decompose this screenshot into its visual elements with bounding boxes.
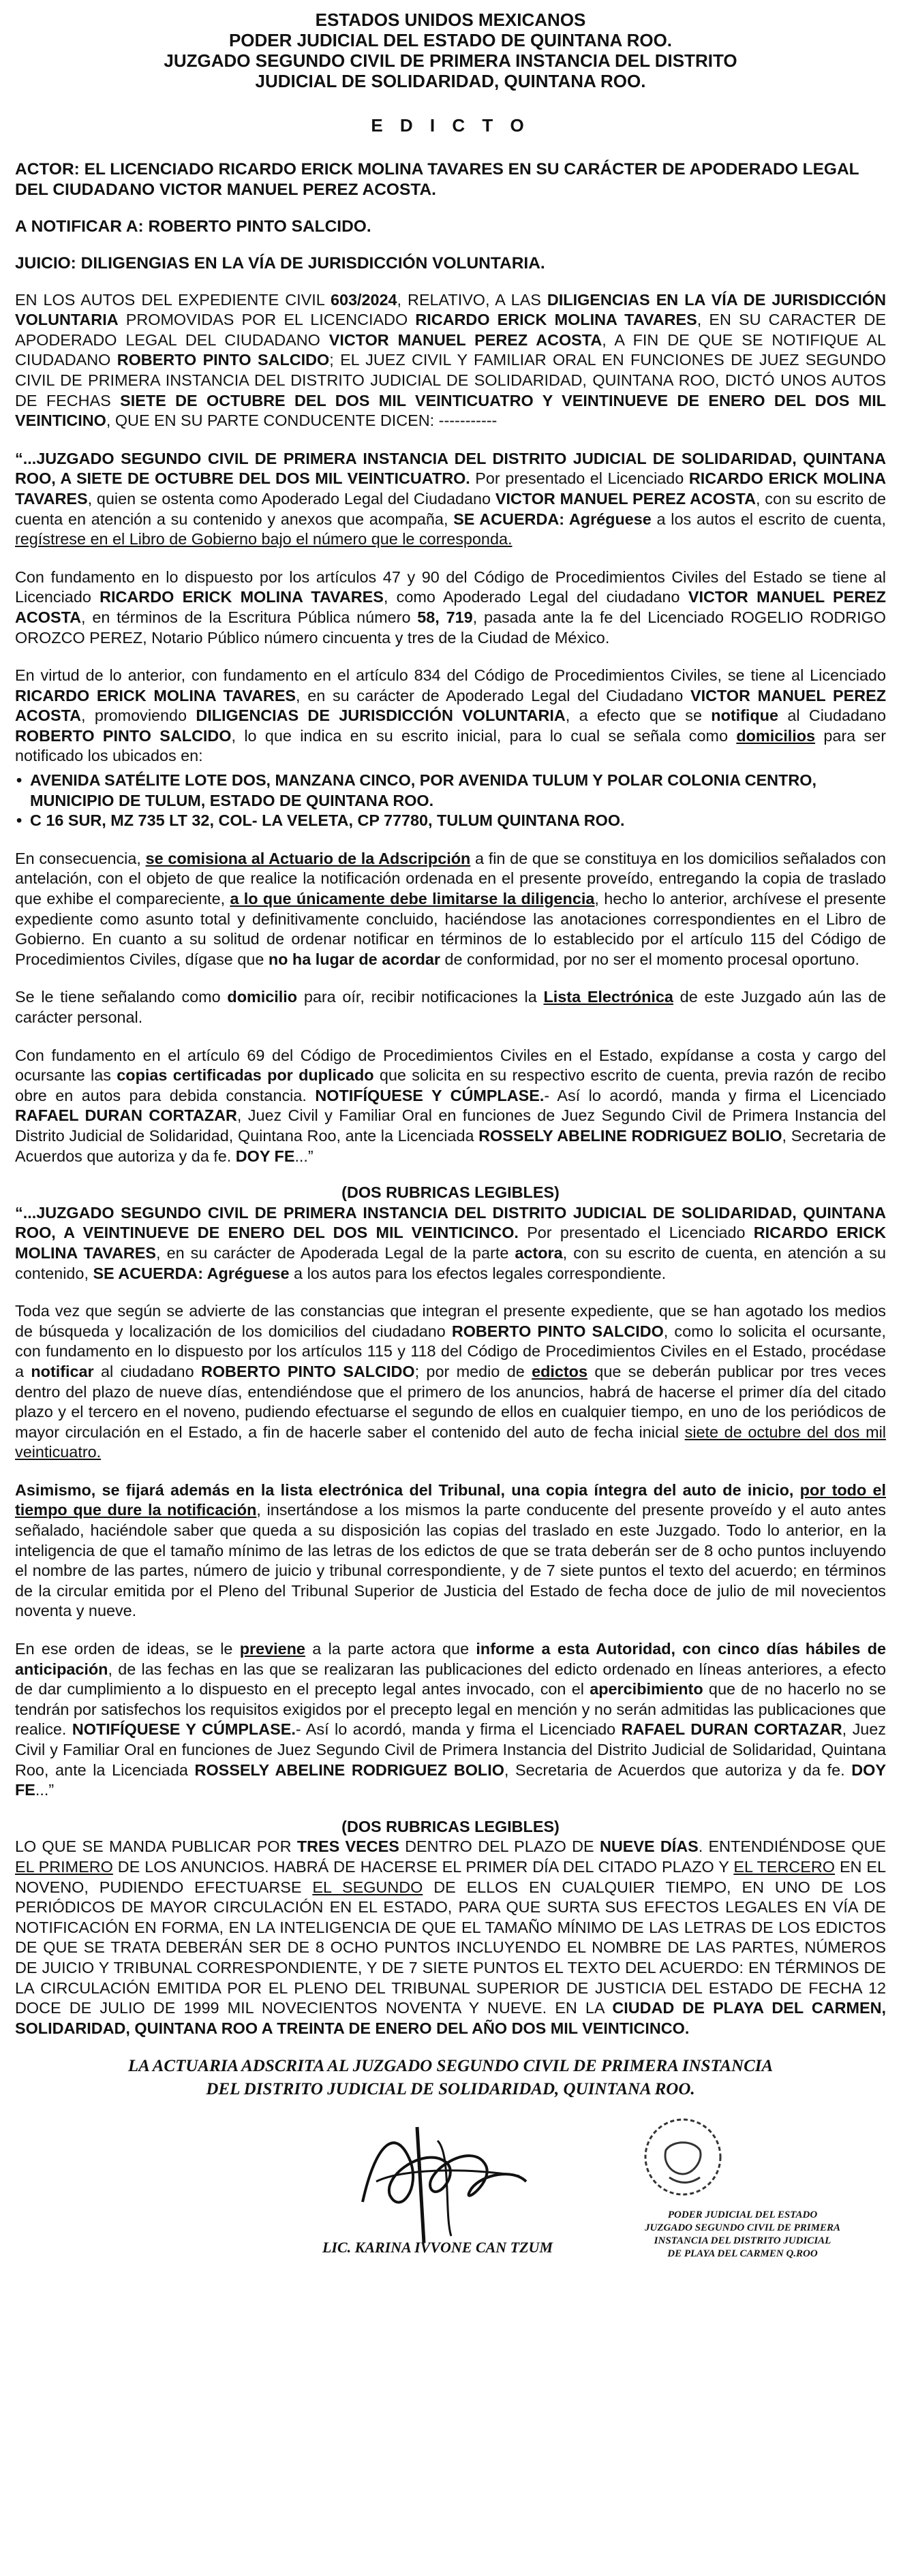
actor-line: ACTOR: EL LICENCIADO RICARDO ERICK MOLINA TAVARES EN SU CARÁCTER DE APODERADO LEGAL DEL CIUDADANO VICTOR MANUEL PEREZ ACOSTA.	[15, 159, 859, 199]
paragraph-copias: Con fundamento en el artículo 69 del Código de Procedimientos Civiles en el Estado, expídanse a costa y cargo del ocursante las copias certificadas por duplicado que solicita en su respectivo escrito de cuenta, previa razón de recibo obre en autos para debida constancia. NOTIFÍQUESE Y CÚMPLASE.- Así lo acordó, manda y firma el Licenciado RAFAEL DURAN CORTAZAR, Juez Civil y Familiar Oral en funciones de Juez Segundo Civil de Primera Instancia del Distrito Judicial de Solidaridad, Quintana Roo, ante la Licenciada ROSSELY ABELINE RODRIGUEZ BOLIO, Secretaria de Acuerdos que autoriza y da fe. DOY FE...”	[15, 1046, 886, 1165]
stamp-line: DE PLAYA DEL CARMEN Q.ROO	[667, 2248, 818, 2259]
signer-name: LIC. KARINA IVVONE CAN TZUM	[322, 2238, 553, 2256]
header-line-1: ESTADOS UNIDOS MEXICANOS	[315, 10, 586, 30]
stamp-line: INSTANCIA DEL DISTRITO JUDICIAL	[654, 2235, 831, 2246]
header-line-2: PODER JUDICIAL DEL ESTADO DE QUINTANA ROO.	[228, 30, 673, 50]
juicio-line: JUICIO: DILIGENGIAS EN LA VÍA DE JURISDICCIÓN VOLUNTARIA.	[15, 253, 545, 273]
paragraph-virtud: En virtud de lo anterior, con fundamento en el artículo 834 del Código de Procedimientos Civiles, se tiene al Licenciado RICARDO ERICK MOLINA TAVARES, en su carácter de Apoderado Legal del Ciudadano VICTOR MANUEL PEREZ ACOSTA, promoviendo DILIGENCIAS DE JURISDICCIÓN VOLUNTARIA, a efecto que se notifique al Ciudadano ROBERTO PINTO SALCIDO, lo que indica en su escrito inicial, para lo cual se señala como domicilios para ser notificado los ubicados en:	[15, 666, 886, 765]
rubricas-note-1: (DOS RUBRICAS LEGIBLES)	[341, 1183, 560, 1202]
rubricas-note-2: (DOS RUBRICAS LEGIBLES)	[341, 1817, 560, 1835]
paragraph-fundamento: Con fundamento en lo dispuesto por los artículos 47 y 90 del Código de Procedimientos Civiles del Estado se tiene al Licenciado RICARDO ERICK MOLINA TAVARES, como Apoderado Legal del ciudadano VICTOR MANUEL PEREZ ACOSTA, en términos de la Escritura Pública número 58, 719, pasada ante la fe del Licenciado ROGELIO RODRIGO OROZCO PEREZ, Notario Público número cincuenta y tres de la Ciudad de México.	[15, 568, 886, 647]
header-line-4: JUDICIAL DE SOLIDARIDAD, QUINTANA ROO.	[255, 71, 646, 91]
address-item: • AVENIDA SATÉLITE LOTE DOS, MANZANA CINCO, POR AVENIDA TULUM Y POLAR COLONIA CENTRO, MUNICIPIO DE TULUM, ESTADO DE QUINTANA ROO.	[30, 771, 886, 811]
address-item: • C 16 SUR, MZ 735 LT 32, COL- LA VELETA, CP 77780, TULUM QUINTANA ROO.	[30, 811, 886, 831]
paragraph-domicilio: Se le tiene señalando como domicilio para oír, recibir notificaciones la Lista Electrónica de este Juzgado aún las de carácter personal.	[15, 988, 886, 1026]
paragraph-auto-enero: “...JUZGADO SEGUNDO CIVIL DE PRIMERA INSTANCIA DEL DISTRITO JUDICIAL DE SOLIDARIDAD, QUINTANA ROO, A VEINTINUEVE DE ENERO DEL DOS MIL VEINTICINCO. Por presentado el Licenciado RICARDO ERICK MOLINA TAVARES, en su carácter de Apoderada Legal de la parte actora, con su escrito de cuenta, en atención a su contenido, SE ACUERDA: Agréguese a los autos para los efectos legales correspondiente.	[15, 1203, 886, 1282]
address-list	[15, 771, 886, 831]
signature-title-line-2: DEL DISTRITO JUDICIAL DE SOLIDARIDAD, QUINTANA ROO.	[206, 2079, 695, 2098]
document-title: E D I C T O	[371, 115, 530, 136]
edicto-document	[15, 10, 886, 2566]
court-seal	[628, 2109, 737, 2205]
paragraph-auto-octubre: “...JUZGADO SEGUNDO CIVIL DE PRIMERA INSTANCIA DEL DISTRITO JUDICIAL DE SOLIDARIDAD, QUINTANA ROO, A SIETE DE OCTUBRE DEL DOS MIL VEINTICUATRO. Por presentado el Licenciado RICARDO ERICK MOLINA TAVARES, quien se ostenta como Apoderado Legal del Ciudadano VICTOR MANUEL PEREZ ACOSTA, con su escrito de cuenta en atención a su contenido y anexos que acompaña, SE ACUERDA: Agréguese a los autos el escrito de cuenta, regístrese en el Libro de Gobierno bajo el número que le corresponda.	[15, 449, 886, 548]
paragraph-expediente: EN LOS AUTOS DEL EXPEDIENTE CIVIL 603/2024, RELATIVO, A LAS DILIGENCIAS EN LA VÍA DE JURISDICCIÓN VOLUNTARIA PROMOVIDAS POR EL LICENCIADO RICARDO ERICK MOLINA TAVARES, EN SU CARACTER DE APODERADO LEGAL DEL CIUDADANO VICTOR MANUEL PEREZ ACOSTA, A FIN DE QUE SE NOTIFIQUE AL CIUDADANO ROBERTO PINTO SALCIDO; EL JUEZ CIVIL Y FAMILIAR ORAL EN FUNCIONES DE JUEZ SEGUNDO CIVIL DE PRIMERA INSTANCIA DEL DISTRITO JUDICIAL DE SOLIDARIDAD, QUINTANA ROO, DICTÓ UNOS AUTOS DE FECHAS SIETE DE OCTUBRE DEL DOS MIL VEINTICUATRO Y VEINTINUEVE DE ENERO DEL DOS MIL VEINTICINO, QUE EN SU PARTE CONDUCENTE DICEN: -----------	[15, 290, 886, 430]
notificar-line: A NOTIFICAR A: ROBERTO PINTO SALCIDO.	[15, 217, 371, 236]
header-line-3: JUZGADO SEGUNDO CIVIL DE PRIMERA INSTANCIA DEL DISTRITO	[164, 50, 737, 71]
document-header	[15, 10, 886, 91]
paragraph-publicar: LO QUE SE MANDA PUBLICAR POR TRES VECES DENTRO DEL PLAZO DE NUEVE DÍAS. ENTENDIÉNDOSE QUE EL PRIMERO DE LOS ANUNCIOS. HABRÁ DE HACERSE EL PRIMER DÍA DEL CITADO PLAZO Y EL TERCERO EN EL NOVENO, PUDIENDO EFECTUARSE EL SEGUNDO DE ELLOS EN CUALQUIER TIEMPO, EN UNO DE LOS PERIÓDICOS DE MAYOR CIRCULACIÓN EN EL ESTADO, PARA QUE SURTA SUS EFECTOS LEGALES EN VÍA DE NOTIFICACIÓN EN FORMA, EN LA INTELIGENCIA DE QUE EL TAMAÑO MÍNIMO DE LAS LETRAS DE LOS EDICTOS DE QUE SE TRATA DEBERÁN SER DE 8 OCHO PUNTOS INCLUYENDO EL NOMBRE DE LAS PARTES, NÚMEROS DE JUICIO Y TRIBUNAL CORRESPONDIENTE, Y DE 7 SIETE PUNTOS EL TEXTO DEL ACUERDO: EN TÉRMINOS DE LA CIRCULACIÓN EMITIDA POR EL PLENO DEL TRIBUNAL SUPERIOR DE JUSTICIA DEL ESTADO DE FECHA 12 DOCE DE JULIO DE 1999 MIL NOVECIENTOS NOVENTA Y NUEVE. EN LA CIUDAD DE PLAYA DEL CARMEN, SOLIDARIDAD, QUINTANA ROO A TREINTA DE ENERO DEL AÑO DOS MIL VEINTICINCO.	[15, 1837, 886, 2037]
paragraph-previene: En ese orden de ideas, se le previene a la parte actora que informe a esta Autoridad, con cinco días hábiles de anticipación, de las fechas en las que se realizaran las publicaciones del edicto ordenado en líneas anteriores, a efecto de dar cumplimiento a lo dispuesto en el precepto legal antes invocado, con el apercibimiento que de no hacerlo no se tendrán por satisfechos los requisitos exigidos por el precepto legal en mención y no serán admitidas las publicaciones que realice. NOTIFÍQUESE Y CÚMPLASE.- Así lo acordó, manda y firma el Licenciado RAFAEL DURAN CORTAZAR, Juez Civil y Familiar Oral en funciones de Juez Segundo Civil de Primera Instancia del Distrito Judicial de Solidaridad, Quintana Roo, ante la Licenciada ROSSELY ABELINE RODRIGUEZ BOLIO, Secretaria de Acuerdos que autoriza y da fe. DOY FE...”	[15, 1640, 886, 1799]
stamp-line: PODER JUDICIAL DEL ESTADO	[667, 2209, 818, 2220]
handwritten-signature	[335, 2100, 540, 2250]
signature-title-line-1: LA ACTUARIA ADSCRITA AL JUZGADO SEGUNDO CIVIL DE PRIMERA INSTANCIA	[127, 2056, 774, 2075]
paragraph-consecuencia: En consecuencia, se comisiona al Actuario de la Adscripción a fin de que se constituya en los domicilios señalados con antelación, con el objeto de que realice la notificación ordenada en el presente proveído, entregando la copia de traslado que exhibe el compareciente, a lo que únicamente debe limitarse la diligencia, hecho lo anterior, archívese el presente expediente como asunto total y definitivamente concluido, haciéndose las anotaciones correspondientes en el Libro de Gobierno. En cuanto a su solitud de ordenar notificar en términos de lo establecido por el artículo 115 del Código de Procedimientos Civiles, dígase que no ha lugar de acordar de conformidad, por no ser el momento procesal oportuno.	[15, 849, 886, 968]
court-stamp	[625, 2209, 860, 2261]
paragraph-lista-electronica: Asimismo, se fijará además en la lista electrónica del Tribunal, una copia íntegra del auto de inicio, por todo el tiempo que dure la notificación, insertándose a los mismos la parte conducente del presente proveído y el auto antes señalado, haciéndole saber que queda a su disposición las copias del traslado en este Juzgado. Todo lo anterior, en la inteligencia de que el tamaño mínimo de las letras de los edictos de que se trata deberán ser de 8 ocho puntos incluyendo el nombre de las partes, número de juicio y tribunal correspondiente, y de 7 siete puntos el texto del acuerdo; en términos de la circular emitida por el Pleno del Tribunal Superior de Justicia del Estado de fecha doce de julio de mil novecientos noventa y nueve.	[15, 1480, 886, 1620]
stamp-line: JUZGADO SEGUNDO CIVIL DE PRIMERA	[645, 2222, 840, 2233]
signature-block	[15, 2055, 886, 2286]
paragraph-edictos: Toda vez que según se advierte de las constancias que integran el presente expediente, que se han agotado los medios de búsqueda y localización de los domicilios del ciudadano ROBERTO PINTO SALCIDO, como lo solicita el ocursante, con fundamento en lo dispuesto por los artículos 115 y 118 del Código de Procedimientos Civiles en el Estado, procédase a notificar al ciudadano ROBERTO PINTO SALCIDO; por medio de edictos que se deberán publicar por tres veces dentro del plazo de nueve días, entendiéndose que el primero de los anuncios, habrá de hacerse el primer día del citado plazo y el tercero en el noveno, pudiendo efectuarse el segundo de ellos en cualquier tiempo, en uno de los periódicos de mayor circulación en el Estado, a fin de hacerle saber el contenido del auto de fecha inicial siete de octubre del dos mil veinticuatro.	[15, 1302, 886, 1461]
